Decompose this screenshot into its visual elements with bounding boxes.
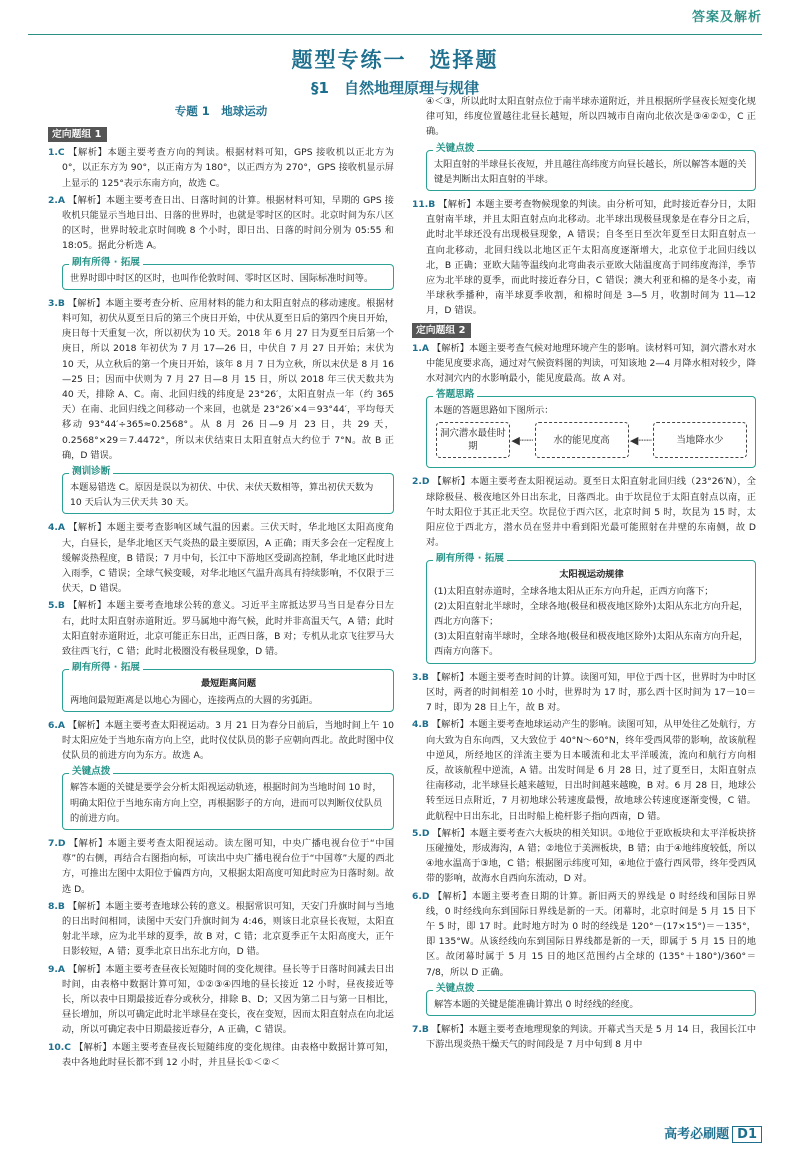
tip-box-text: 解答本题的关键是能准确计算出 0 时经线的经度。 [434,998,639,1010]
answer-item [412,717,756,823]
tip-box-label: 刷有所得 · 拓展 [433,552,507,566]
tip-box [62,466,394,514]
answer-body: 【解析】本题主要考查方向的判读。根据材料可知，GPS 接收机以正北方为 0°，以正东方为 90°，以正南方为 180°，以正西方为 270°，GPS 接收机显示屏上显示的 125°表示东南方向，故选 C。 [62,147,394,189]
answer-number: 9.A [48,963,65,975]
group-label-1: 定向题组 1 [48,127,107,142]
answer-item [48,193,394,254]
tip-box-title: 太阳视运动规律 [559,569,624,581]
answer-item [48,598,394,659]
answer-body: 【解析】本题主要考查太阳视运动。3 月 21 日为春分日前后，当地时间上午 10 时太阳应处于当地东南方向上空，此时仪仗队员的影子应朝向西北。故此时图中仪仗队员的前进方向为东方。故选 A。 [62,719,394,762]
tip-box-label: 关键点拨 [433,982,477,996]
answer-body: 【解析】本题主要考查物候现象的判读。由分析可知，此时接近春分日，太阳直射南半球，并且太阳直射点向北移动。北半球出现极昼现象是在春分日之后，此时北半球还没有出现极昼现象，A 错误；自冬至日至次年夏至日太阳直射点一直向北移动，北回归线以北地区正午太阳高度逐渐增大，北京位于北回归线以北，B 正确；亚欧大陆等温线向北弯曲表示亚欧大陆温度高于同纬度海洋，季节应为北半球的夏季，而此时接近春分日，C 错误；澳大利亚和棉的是冬小麦，南半球秋季播种，南半球夏季收割，和棉时间是 3—5 月，收割时间为 11—12 月，D 错误。 [426,199,757,317]
answer-item [412,889,756,980]
answer-item [48,962,394,1038]
answer-body: 【解析】本题主要考查日出、日落时间的计算。根据材料可知，早期的 GPS 接收机只能显示当地日出、日落的世界时，也就是零时区的区时。北京时间为东八区的区时，世界时较北京时间晚 8 个小时，即日出、日落的时间分别为 05:55 和 18:05。据此分析选 A。 [62,194,394,252]
answer-number: 3.B [48,297,65,309]
answer-body: 【解析】本题主要考查昼夜长短随时间的变化规律。昼长等于日落时间减去日出时间，由表格中数据计算可知，①②③④四地的昼长接近 12 小时，昼夜接近等长，所以表中日期最接近春分或秋分，排除 B、D；又因为第二日与第一日相比，昼长增加，所以可确定此时北半球昼在变长，夜在变短，因而太阳直射点在向北运动，所以可确定表中日期最接近春分，A 正确，C 错误。 [62,963,395,1036]
footer-label: 高考必刷题 [664,1126,730,1142]
answer-item [412,670,756,716]
answer-item [412,1022,756,1052]
answer-body: 【解析】本题主要考查时间的计算。读图可知，甲位于西十区，世界时为中时区区时，两者的时间相差 10 小时，世界时为 17 时，那么西十区时间为 17－10＝7 时，即为 28 日上午，故 B 对。 [426,671,757,714]
answer-body: 【解析】本题主要考查地球公转的意义。习近平主席抵达罗马当日是春分日左右，此时太阳直射赤道附近。罗马属地中海气候，此时并非高温天气，A 错；此时太阳直射赤道附近，北京可能正东日出，正西日落，B 对；专机从北京飞往罗马大致往西飞行，C 错；此时北极圈没有极昼现象，D 错。 [62,600,394,658]
answer-body: 【解析】本题主要考查地球运动产生的影响。读图可知，从甲处往乙处航行，方向大致为自东向西，又大致位于 40°N～60°N，终年受西风带的影响，故该航程中逆风，所经地区的洋流主要为日本暖流和北太平洋暖流，流向和航行方向相反，故该航程中逆流，A 错。出发时间是 6 月 28 日，过了夏至日，太阳直射点往南移动，北半球昼长越来越短，日出时间越来越晚，B 对。6 月 28 日，地球公转至远日点附近，7 月初地球公转速度最慢，故地球公转速度逐渐变慢，C 错。此航程中日出东北，日出时船上桅杆影子指向西南，D 错。 [426,719,757,822]
answer-body: 【解析】本题主要考查太阳视运动。读左图可知，中央广播电视台位于“中国尊”的右侧，再结合右图指向标，可读出中央广播电视台位于“中国尊”大厦的西北方，可推出左图中太阳位于偏西方向，又根据太阳高度可知此时应为日落时刻。故选 D。 [62,837,395,895]
answer-number: 1.A [412,342,429,354]
page-number: D1 [732,1126,762,1143]
answer-number: 8.B [48,900,65,912]
page-title: 题型专练一 选择题 [291,48,499,72]
arrow-left-icon: ◀┈┈ [629,433,652,447]
tip-box-label: 关键点拨 [69,765,113,779]
tip-box-line: (1)太阳直射赤道时，全球各地太阳从正东方向升起，正西方向落下； [434,585,714,597]
flow-step: 洞穴潜水最佳时期 [436,422,510,458]
header-rule [28,34,762,35]
tip-box-line: (2)太阳直射北半球时，全球各地(极昼和极夜地区除外)太阳从东北方向升起，西北方向落下； [434,600,749,628]
tip-box-text: 两地间最短距离是以地心为圆心，连接两点的大圆的劣弧距。 [70,694,319,706]
answer-item [48,1040,394,1070]
answer-body: 【解析】本题主要考查地球公转的意义。根据常识可知，天安门升旗时间与当地的日出时间相同，读图中天安门升旗时间为 4:46，则该日北京昼长夜短，太阳直射北半球，应为北半球的夏季，故 B 对，C 错；北京夏季正午太阳高度大，正午日影较短，A 错；夏季北京日出东北方向，D 错。 [62,900,395,958]
top-bar [0,0,790,40]
answer-body: 【解析】本题主要考查分析、应用材料的能力和太阳直射点的移动速度。根据材料可知，初伏从夏至日后的第三个庚日开始，中伏从夏至日后的第四个庚日开始，庚日每十天重复一次，所以初伏为 10 天。2018 年 6 月 27 日为夏至日后第一个庚日，所以 2018 年初伏为 7 月 17—26 日，中伏自 7 月 27 日开始；末伏为 10 天，从立秋后的第一个庚日开始，该年 8 月 7 日为立秋，所以末伏是 8 月 16—25 日；因而中伏则为 7 月 27 日—8 月 15 日，所以 2018 年三伏天数共为 40 天，排除 A、C。南、北回归线的纬度是 23°26′，太阳直射点一年（约 365 天）在南、北回归线之间移动一个来回，也就是 23°26′×4＝93°44′，平均每天移动 93°44′÷365≈0.2568°。从 8 月 26 日—9 月 23 日，共 29 天，0.2568°×29＝7.4472°，所以末伏结束日太阳直射点大约位于 7°N。故 B 正确，D 错误。 [62,297,395,461]
tip-box-text: 本题易错选 C。原因是误以为初伏、中伏、末伏天数相等，算出初伏天数为 10 天后认为三伏天共 30 天。 [70,482,374,509]
tip-box-label: 关键点拨 [433,142,477,156]
answer-number: 7.D [48,837,66,849]
answer-body: 【解析】本题主要考查影响区域气温的因素。三伏天时，华北地区太阳高度角大，白昼长，是华北地区天气炎热的最主要原因，A 正确；雨天多会在一定程度上缓解炎热程度，B 错误；7 月中旬，长江中下游地区受副高控制，华北地区此时进入雨季，C 错误；全球气候变暖，对华北地区气温升高具有持续影响，不仅限于三伏天，D 错误。 [62,522,395,595]
tip-box-text: 世界时即中时区的区时，也叫作伦敦时间、零时区区时、国际标准时间等。 [70,272,374,284]
answer-body: 【解析】本题主要考查六大板块的相关知识。①地位于亚欧板块和太平洋板块挤压碰撞处，形成海沟，A 错；②地位于美洲板块，B 错；由于④地纬度较低，所以④地水温高于③地，C 错；根据图示纬度可知，④地位于盛行西风带，终年受西风带的影响，故海水自西向东流动，D 对。 [426,827,756,885]
tip-box [426,389,756,468]
answer-item [48,899,394,960]
answer-item [412,474,756,550]
group-label-2: 定向题组 2 [412,323,471,338]
tip-box [62,662,394,711]
tip-box [426,553,756,663]
answer-body: 【解析】本题主要考查气候对地理环境产生的影响。读材料可知，洞穴潜水对水中能见度要求高，通过对气候资料图的判读，可知该地 2—4 月降水相对较少，降水对洞穴内的水影响最小，能见度最高。故 A 对。 [426,342,757,385]
answer-number: 1.C [48,147,65,159]
answer-item [412,197,756,319]
answer-item [412,826,756,887]
tip-box-text: 解答本题的关键是要学会分析太阳视运动轨迹，根据时间为当地时间 10 时，明确太阳位于当地东南方向上空，再根据影子的方向，进而可以判断仪仗队员的前进方向。 [70,782,383,824]
answer-body: 【解析】本题主要考查太阳视运动。夏至日太阳直射北回归线（23°26′N），全球除极昼、极夜地区外日出东北，日落西北。由于坎昆位于太阳直射点以南，正午时太阳位于其正北天空。坎昆位于西六区，北京时间 5 时，坎昆为 15 时，太阳应位于西北方，潜水员在竖井中看到阳光最可能照射在井壁的东南侧，故 D 对。 [426,476,756,549]
answer-number: 7.B [412,1023,429,1035]
answer-item [48,520,394,596]
answer-number: 2.D [412,476,430,488]
answer-number: 2.A [48,194,65,206]
answer-item [48,296,394,463]
answer-item [48,836,394,897]
flow-step: 当地降水少 [653,422,747,458]
answer-body: 【解析】本题主要考查地理现象的判读。开幕式当天是 5 月 14 日，我国长江中下游出现炎热干燥天气的时间段是 7 月中旬到 8 月中 [426,1023,757,1051]
topic-title: 专题 1 地球运动 [174,104,268,118]
page-footer [664,1126,762,1143]
right-column [412,94,756,1054]
answer-body: 【解析】本题主要考查日期的计算。新旧两天的界线是 0 时经线和国际日界线，0 时经线向东到国际日界线是新的一天。闭幕时，北京时间是 5 月 15 日下午 5 时，即 17 时。此时地方时为 0 时的经线是 120°－(17×15°)＝－135°，即 135°W。从该经线向东到国际日界线都是新的一天，即属于 5 月 15 日的地区。故闭幕时属于 5 月 15 日的地区范围约占全球的 (135°＋180°)/360°＝7/8，所以 D 正确。 [426,890,757,978]
tip-box [62,766,394,830]
arrow-left-icon: ◀┈┈ [511,433,534,447]
answer-number: 4.A [48,522,65,534]
tip-box [62,256,394,290]
answer-number: 11.B [412,199,436,211]
answer-continuation: ④＜③，所以此时太阳直射点位于南半球赤道附近，并且根据所学昼夜长短变化规律可知，纬度位置越往北昼长越短，所以四城市自南向北依次是③④②①，C 正确。 [426,96,756,138]
answer-item [48,718,394,764]
flow-step: 水的能见度高 [535,422,629,458]
answer-body: 【解析】本题主要考查昼夜长短随纬度的变化规律。由表格中数据计算可知，表中各地此时昼长都不到 12 小时，并且昼长①＜②＜ [62,1041,395,1068]
tip-box-title: 最短距离问题 [200,678,257,690]
answer-item [412,341,756,387]
answer-number: 5.D [412,827,430,839]
tip-box-line: (3)太阳直射南半球时，全球各地(极昼和极夜地区除外)太阳从东南方向升起，西南方向落下。 [434,631,749,658]
section-title: §1 自然地理原理与规律 [311,79,479,97]
tip-box [426,982,756,1016]
answer-number: 4.B [412,719,429,731]
answer-number: 5.B [48,600,65,612]
tip-box [426,142,756,191]
answer-number: 3.B [412,671,429,683]
tip-box-label: 答题思路 [433,388,477,402]
header-tag: 答案及解析 [691,10,762,25]
tip-box-label: 刷有所得 · 拓展 [69,661,143,675]
answer-number: 6.A [48,719,65,731]
tip-box-text: 本题的答题思路如下图所示： [434,405,554,417]
tip-box-label: 测训诊断 [69,465,113,479]
left-column [48,100,394,1072]
tip-box-text: 太阳直射的半球昼长夜短，并且越往高纬度方向昼长越长，所以解答本题的关键是判断出太阳直射的半球。 [434,158,747,185]
tip-box-label: 刷有所得 · 拓展 [69,256,143,270]
answer-number: 10.C [48,1041,72,1053]
answer-number: 6.D [412,890,430,902]
flow-diagram [436,422,747,458]
answer-item [48,145,394,191]
